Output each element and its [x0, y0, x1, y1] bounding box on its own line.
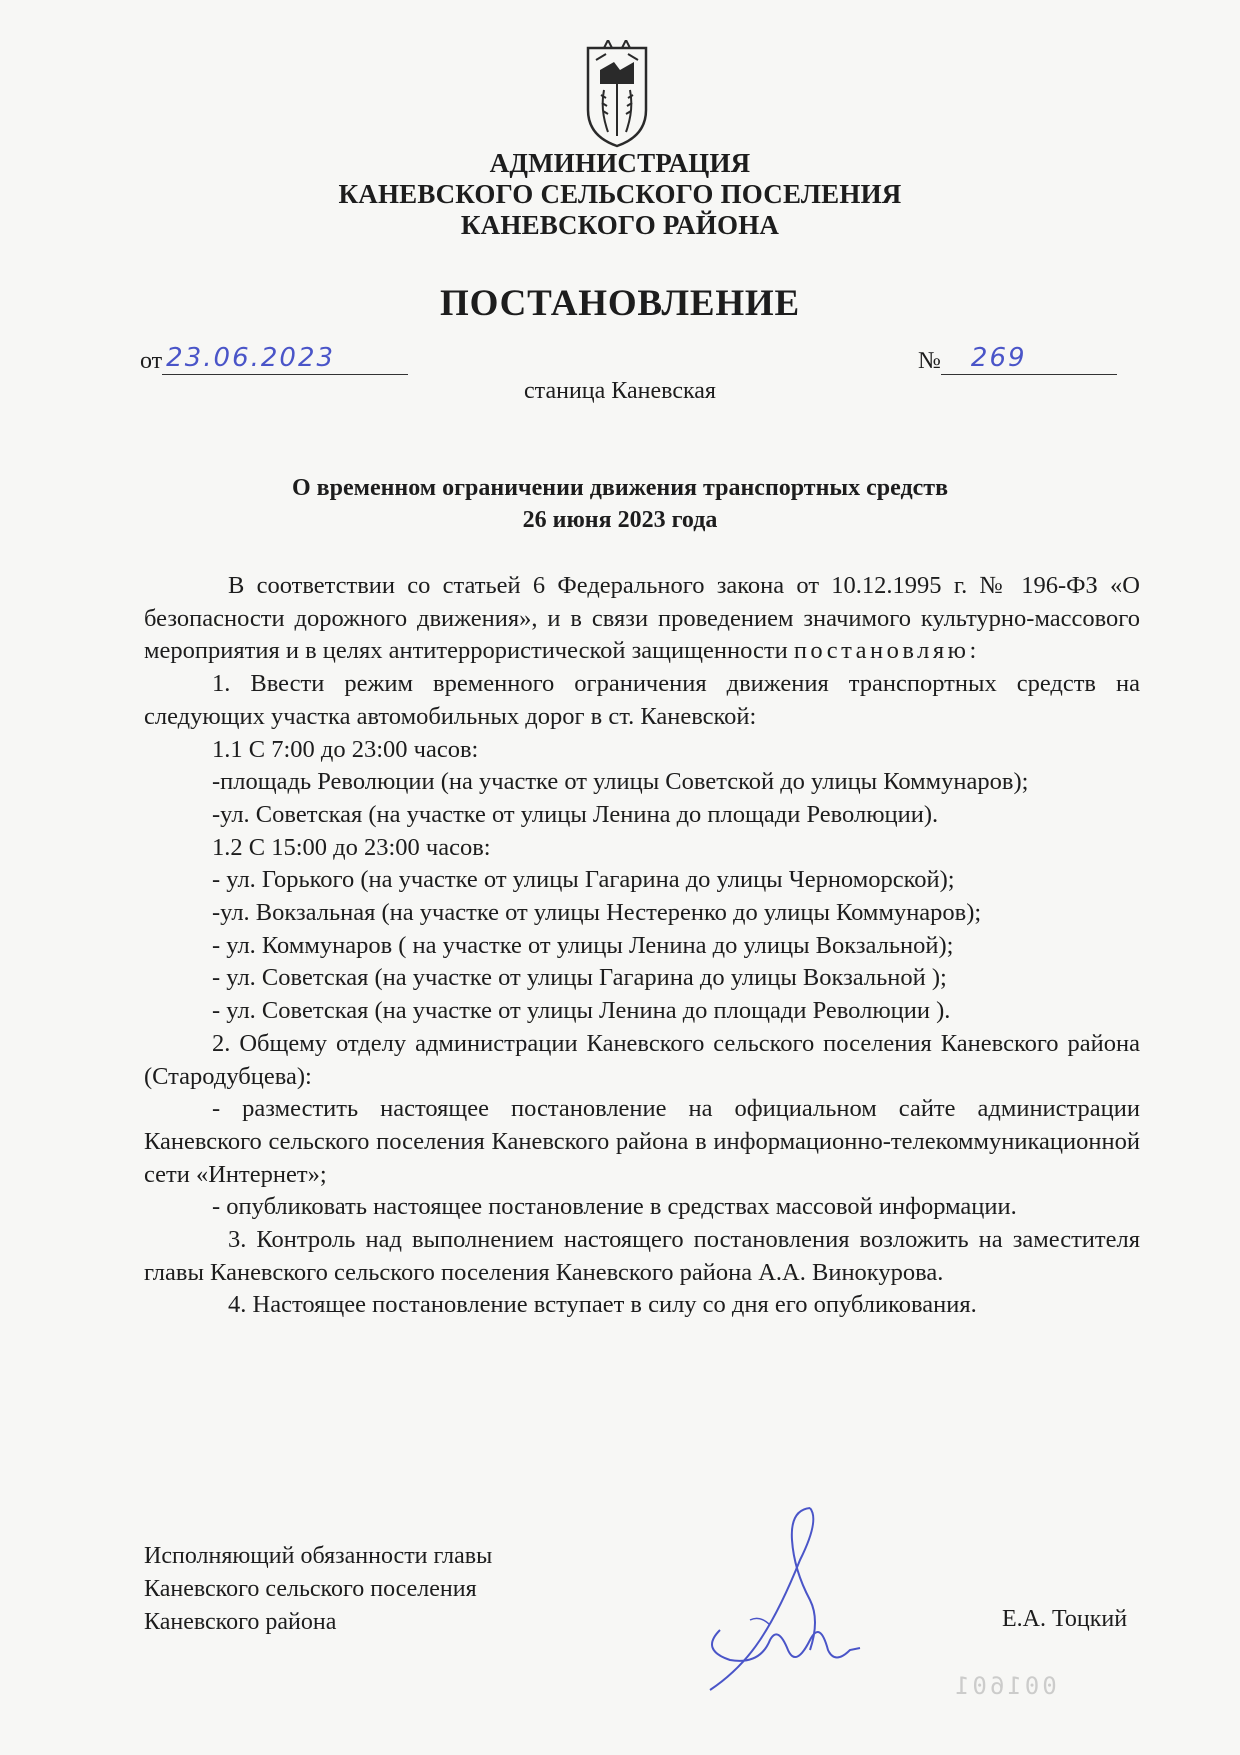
paragraph-1-1-b: -ул. Советская (на участке от улицы Ленина до площади Революции).	[212, 800, 939, 828]
subject-line-1: О временном ограничении движения транспортных средств	[291, 475, 949, 501]
bleed-through-serial-number: 001601	[952, 1672, 1057, 1700]
paragraph-3: 3. Контроль над выполнением настоящего постановления возложить на заместителя главы Каневского сельского поселения Каневского района А.А. Винокурова.	[144, 1226, 1140, 1286]
date-prefix: от	[140, 348, 163, 374]
coat-of-arms-icon	[584, 40, 650, 148]
paragraph-2: 2. Общему отделу администрации Каневского сельского поселения Каневского района (Стародубцева):	[144, 1029, 1140, 1090]
paragraph-1-2: 1.2 С 15:00 до 23:00 часов:	[212, 833, 491, 861]
paragraph-1-2-e: - ул. Советская (на участке от улицы Ленина до площади Революции ).	[212, 997, 951, 1025]
subject-line-2: 26 июня 2023 года	[522, 507, 718, 533]
number-prefix: №	[918, 348, 941, 374]
signatory-line-2: Каневского сельского поселения	[144, 1576, 477, 1602]
paragraph-1-2-d: - ул. Советская (на участке от улицы Гагарина до улицы Вокзальной );	[212, 964, 947, 992]
header-line-2: КАНЕВСКОГО СЕЛЬСКОГО ПОСЕЛЕНИЯ	[338, 179, 902, 209]
document-body	[144, 570, 1140, 1322]
number-value: 269	[970, 343, 1027, 373]
signatory-line-3: Каневского района	[144, 1609, 337, 1635]
signatory-line-1: Исполняющий обязанности главы	[144, 1543, 493, 1569]
intro-text: В соответствии со статьей 6 Федерального закона от 10.12.1995 г. № 196-ФЗ «О безопасности дорожного движения», и в связи проведением значимого культурно-массового мероприятия и в целях антитеррористической защищенности	[144, 572, 1140, 665]
issuer-header	[0, 148, 1240, 241]
paragraph-1-2-c: - ул. Коммунаров ( на участке от улицы Ленина до улицы Вокзальной);	[212, 931, 954, 959]
postanovlyayu-word: постановляю:	[793, 637, 980, 665]
date-field	[140, 343, 408, 375]
paragraph-1-2-a: - ул. Горького (на участке от улицы Гагарина до улицы Черноморской);	[212, 866, 955, 894]
place-of-issue: станица Каневская	[524, 378, 716, 404]
paragraph-1-2-b: -ул. Вокзальная (на участке от улицы Нестеренко до улицы Коммунаров);	[212, 899, 982, 927]
header-line-3: КАНЕВСКОГО РАЙОНА	[460, 210, 780, 240]
subject-heading	[0, 472, 1240, 536]
handwritten-signature	[660, 1500, 900, 1700]
number-underline	[941, 343, 1117, 375]
paragraph-1-1-a: -площадь Революции (на участке от улицы Советской до улицы Коммунаров);	[212, 768, 1029, 796]
paragraph-2-b: - опубликовать настоящее постановление в средствах массовой информации.	[212, 1193, 1017, 1221]
date-value: 23.06.2023	[166, 343, 336, 373]
signatory-title	[144, 1540, 492, 1639]
header-line-1: АДМИНИСТРАЦИЯ	[489, 148, 751, 178]
paragraph-2-a: - разместить настоящее постановление на официальном сайте администрации Каневского сельского поселения Каневского района в информационно-телекоммуникационной сети «Интернет»;	[144, 1095, 1140, 1188]
paragraph-4: 4. Настоящее постановление вступает в силу со дня его опубликования.	[228, 1291, 977, 1319]
number-field	[918, 343, 1117, 375]
paragraph-1: 1. Ввести режим временного ограничения движения транспортных средств на следующих участка автомобильных дорог в ст. Каневской:	[144, 670, 1140, 730]
signer-name: Е.А. Тоцкий	[1002, 1606, 1128, 1632]
date-underline	[162, 343, 408, 375]
paragraph-intro	[144, 570, 1140, 668]
document-type-title: ПОСТАНОВЛЕНИЕ	[439, 283, 800, 324]
paragraph-1-1: 1.1 С 7:00 до 23:00 часов:	[212, 735, 479, 763]
